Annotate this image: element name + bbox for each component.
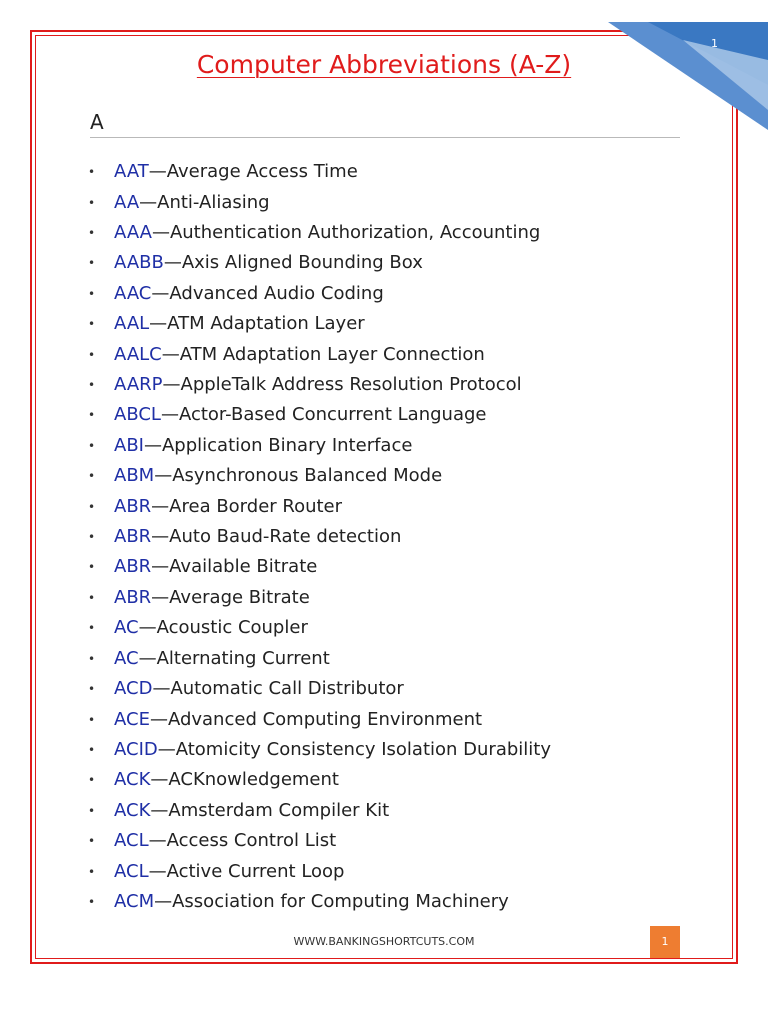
separator-dash: — bbox=[139, 191, 158, 213]
abbreviation-code: AALC bbox=[114, 343, 162, 365]
list-item bbox=[88, 796, 688, 826]
abbreviation-code: ACK bbox=[114, 769, 151, 791]
separator-dash: — bbox=[154, 465, 173, 487]
list-item bbox=[88, 431, 688, 461]
document-title: Computer Abbreviations (A-Z) bbox=[196, 50, 572, 79]
list-item bbox=[88, 583, 688, 613]
abbreviation-meaning: AppleTalk Address Resolution Protocol bbox=[180, 374, 522, 396]
list-item bbox=[88, 826, 688, 856]
abbreviation-code: AAL bbox=[114, 313, 150, 335]
bullet-icon: • bbox=[88, 165, 96, 180]
abbreviation-code: ACD bbox=[114, 678, 153, 700]
bullet-icon: • bbox=[88, 682, 96, 697]
separator-dash: — bbox=[152, 678, 171, 700]
abbreviation-meaning: Acoustic Coupler bbox=[156, 617, 308, 639]
separator-dash: — bbox=[163, 252, 182, 274]
separator-dash: — bbox=[148, 161, 167, 183]
list-item bbox=[88, 674, 688, 704]
abbreviation-meaning: Asynchronous Balanced Mode bbox=[172, 465, 443, 487]
abbreviation-code: ABI bbox=[114, 434, 144, 456]
bullet-icon: • bbox=[88, 560, 96, 575]
abbreviation-meaning: Axis Aligned Bounding Box bbox=[181, 252, 423, 274]
list-item bbox=[88, 339, 688, 369]
abbreviation-meaning: Anti-Aliasing bbox=[157, 191, 270, 213]
abbreviation-list bbox=[88, 157, 688, 917]
abbreviation-meaning: Association for Computing Machinery bbox=[172, 890, 509, 912]
separator-dash: — bbox=[160, 404, 179, 426]
abbreviation-meaning: Auto Baud-Rate detection bbox=[169, 526, 402, 548]
separator-dash: — bbox=[151, 526, 170, 548]
bullet-icon: • bbox=[88, 834, 96, 849]
bullet-icon: • bbox=[88, 773, 96, 788]
separator-dash: — bbox=[148, 830, 167, 852]
abbreviation-meaning: Average Access Time bbox=[166, 161, 358, 183]
list-item bbox=[88, 400, 688, 430]
separator-dash: — bbox=[149, 708, 168, 730]
section-divider bbox=[90, 137, 680, 138]
separator-dash: — bbox=[157, 738, 176, 760]
abbreviation-code: ACL bbox=[114, 860, 149, 882]
abbreviation-meaning: Active Current Loop bbox=[166, 860, 345, 882]
separator-dash: — bbox=[148, 860, 167, 882]
list-item bbox=[88, 644, 688, 674]
abbreviation-meaning: Advanced Computing Environment bbox=[167, 708, 483, 730]
abbreviation-code: ABM bbox=[114, 465, 155, 487]
abbreviation-meaning: Average Bitrate bbox=[169, 586, 310, 608]
list-item bbox=[88, 856, 688, 886]
bullet-icon: • bbox=[88, 256, 96, 271]
list-item bbox=[88, 279, 688, 309]
abbreviation-code: AC bbox=[114, 617, 139, 639]
separator-dash: — bbox=[151, 222, 170, 244]
bullet-icon: • bbox=[88, 438, 96, 453]
abbreviation-meaning: Available Bitrate bbox=[169, 556, 318, 578]
abbreviation-meaning: ATM Adaptation Layer bbox=[167, 313, 365, 335]
abbreviation-code: AABB bbox=[114, 252, 164, 274]
bullet-icon: • bbox=[88, 317, 96, 332]
abbreviation-code: AC bbox=[114, 647, 139, 669]
corner-page-number: 1 bbox=[711, 37, 718, 50]
abbreviation-meaning: Actor-Based Concurrent Language bbox=[178, 404, 487, 426]
abbreviation-code: ACM bbox=[114, 890, 155, 912]
bullet-icon: • bbox=[88, 195, 96, 210]
abbreviation-code: ACE bbox=[114, 708, 150, 730]
bullet-icon: • bbox=[88, 226, 96, 241]
list-item bbox=[88, 461, 688, 491]
section-heading: A bbox=[90, 110, 104, 134]
list-item bbox=[88, 309, 688, 339]
list-item bbox=[88, 704, 688, 734]
separator-dash: — bbox=[161, 343, 180, 365]
abbreviation-meaning: Authentication Authorization, Accounting bbox=[169, 222, 541, 244]
bullet-icon: • bbox=[88, 651, 96, 666]
abbreviation-code: AARP bbox=[114, 374, 163, 396]
list-item bbox=[88, 765, 688, 795]
separator-dash: — bbox=[151, 495, 170, 517]
bullet-icon: • bbox=[88, 742, 96, 757]
bullet-icon: • bbox=[88, 712, 96, 727]
separator-dash: — bbox=[151, 586, 170, 608]
abbreviation-meaning: Atomicity Consistency Isolation Durability bbox=[175, 738, 551, 760]
bullet-icon: • bbox=[88, 499, 96, 514]
abbreviation-code: ABR bbox=[114, 526, 152, 548]
abbreviation-meaning: Access Control List bbox=[166, 830, 337, 852]
bullet-icon: • bbox=[88, 530, 96, 545]
abbreviation-code: AAT bbox=[114, 161, 149, 183]
abbreviation-code: ABR bbox=[114, 556, 152, 578]
bullet-icon: • bbox=[88, 621, 96, 636]
abbreviation-meaning: ACKnowledgement bbox=[168, 769, 339, 791]
abbreviation-code: AAA bbox=[114, 222, 152, 244]
abbreviation-code: AAC bbox=[114, 282, 152, 304]
abbreviation-meaning: Alternating Current bbox=[156, 647, 330, 669]
bullet-icon: • bbox=[88, 378, 96, 393]
abbreviation-code: ACK bbox=[114, 799, 151, 821]
separator-dash: — bbox=[150, 769, 169, 791]
list-item bbox=[88, 187, 688, 217]
separator-dash: — bbox=[138, 647, 157, 669]
abbreviation-code: ABR bbox=[114, 495, 152, 517]
abbreviation-meaning: Amsterdam Compiler Kit bbox=[168, 799, 390, 821]
abbreviation-code: ACL bbox=[114, 830, 149, 852]
list-item bbox=[88, 248, 688, 278]
abbreviation-code: ABR bbox=[114, 586, 152, 608]
list-item bbox=[88, 370, 688, 400]
abbreviation-code: ABCL bbox=[114, 404, 161, 426]
bullet-icon: • bbox=[88, 864, 96, 879]
abbreviation-meaning: Automatic Call Distributor bbox=[170, 678, 404, 700]
separator-dash: — bbox=[154, 890, 173, 912]
bullet-icon: • bbox=[88, 286, 96, 301]
abbreviation-meaning: ATM Adaptation Layer Connection bbox=[179, 343, 485, 365]
list-item bbox=[88, 887, 688, 917]
bullet-icon: • bbox=[88, 408, 96, 423]
bullet-icon: • bbox=[88, 347, 96, 362]
separator-dash: — bbox=[138, 617, 157, 639]
list-item bbox=[88, 157, 688, 187]
separator-dash: — bbox=[149, 313, 168, 335]
separator-dash: — bbox=[150, 799, 169, 821]
bullet-icon: • bbox=[88, 894, 96, 909]
separator-dash: — bbox=[151, 556, 170, 578]
separator-dash: — bbox=[162, 374, 181, 396]
abbreviation-meaning: Advanced Audio Coding bbox=[169, 282, 384, 304]
list-item bbox=[88, 491, 688, 521]
separator-dash: — bbox=[143, 434, 162, 456]
list-item bbox=[88, 218, 688, 248]
separator-dash: — bbox=[151, 282, 170, 304]
list-item bbox=[88, 522, 688, 552]
abbreviation-code: AA bbox=[114, 191, 140, 213]
footer-website: WWW.BANKINGSHORTCUTS.COM bbox=[293, 935, 475, 948]
abbreviation-meaning: Application Binary Interface bbox=[161, 434, 413, 456]
list-item bbox=[88, 735, 688, 765]
list-item bbox=[88, 552, 688, 582]
list-item bbox=[88, 613, 688, 643]
page-number-box: 1 bbox=[650, 926, 680, 958]
abbreviation-meaning: Area Border Router bbox=[169, 495, 343, 517]
bullet-icon: • bbox=[88, 590, 96, 605]
abbreviation-code: ACID bbox=[114, 738, 158, 760]
bullet-icon: • bbox=[88, 803, 96, 818]
bullet-icon: • bbox=[88, 469, 96, 484]
